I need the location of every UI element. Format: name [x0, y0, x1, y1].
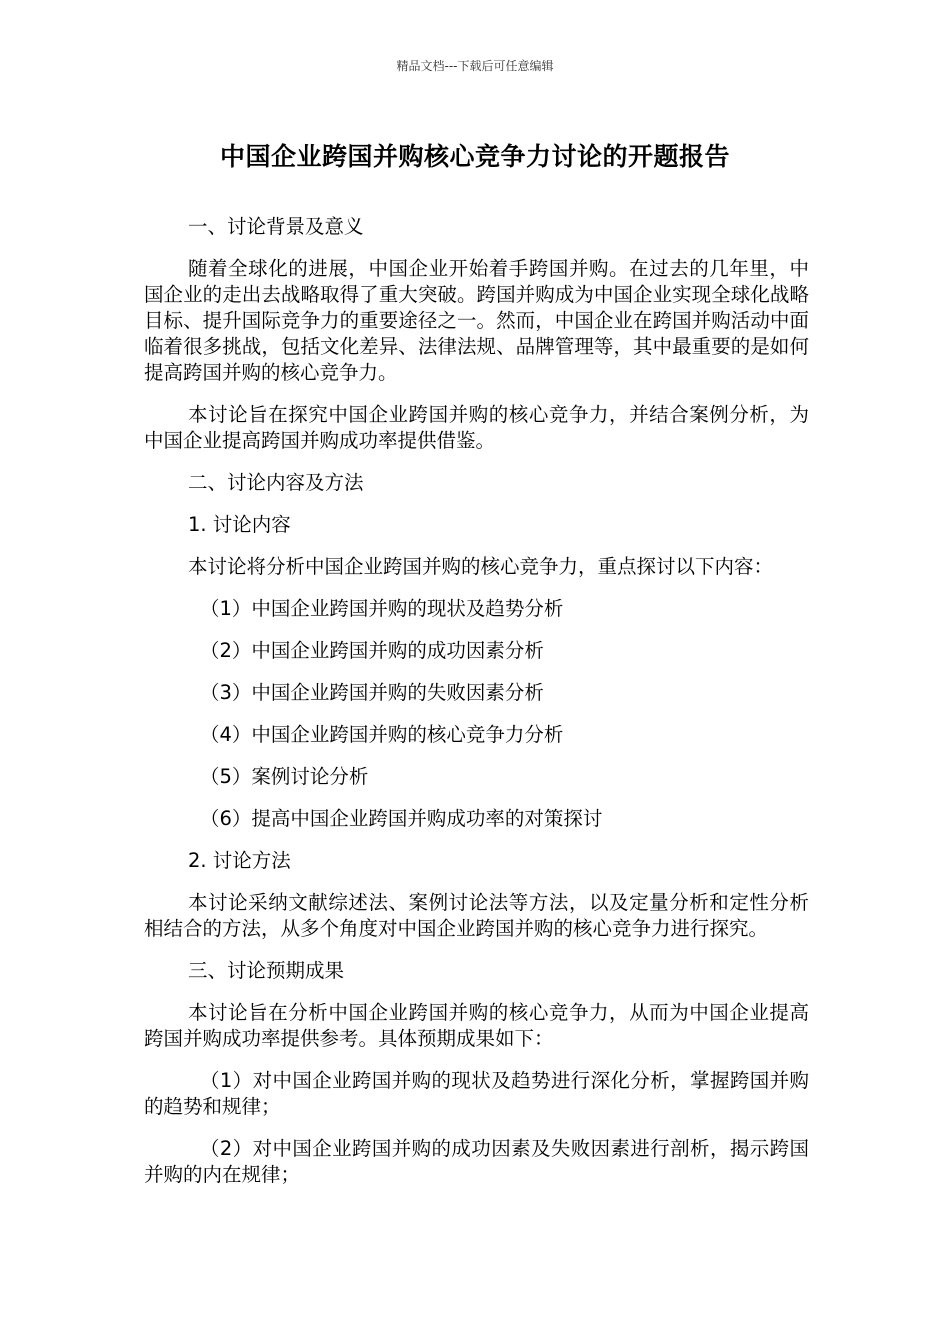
list-item: （5）案例讨论分析 [200, 765, 369, 788]
subheading-content: 1. 讨论内容 [188, 513, 291, 536]
list-item: （2）中国企业跨国并购的成功因素分析 [200, 639, 544, 662]
paragraph-purpose: 本讨论旨在探究中国企业跨国并购的核心竞争力，并结合案例分析，为中国企业提高跨国并购成功率提供借鉴。 [144, 403, 809, 452]
paragraph-content-intro: 本讨论将分析中国企业跨国并购的核心竞争力，重点探讨以下内容： [188, 555, 774, 578]
list-item: （1）中国企业跨国并购的现状及趋势分析 [200, 597, 564, 620]
document-body [144, 214, 809, 1204]
list-item: （6）提高中国企业跨国并购成功率的对策探讨 [200, 807, 603, 830]
paragraph-method: 本讨论采纳文献综述法、案例讨论法等方法，以及定量分析和定性分析相结合的方法，从多个角度对中国企业跨国并购的核心竞争力进行探究。 [144, 891, 809, 940]
section-heading-1: 一、讨论背景及意义 [188, 215, 364, 238]
section-heading-3: 三、讨论预期成果 [188, 959, 345, 982]
subheading-method: 2. 讨论方法 [188, 849, 291, 872]
paragraph-background: 随着全球化的进展，中国企业开始着手跨国并购。在过去的几年里，中国企业的走出去战略取得了重大突破。跨国并购成为中国企业实现全球化战略目标、提升国际竞争力的重要途径之一。然而，中国企业在跨国并购活动中面临着很多挑战，包括文化差异、法律法规、品牌管理等，其中最重要的是如何提高跨国并购的核心竞争力。 [144, 257, 809, 384]
header-note: 精品文档---下载后可任意编辑 [396, 59, 554, 73]
list-item: （3）中国企业跨国并购的失败因素分析 [200, 681, 544, 704]
list-item: （4）中国企业跨国并购的核心竞争力分析 [200, 723, 564, 746]
document-title: 中国企业跨国并购核心竞争力讨论的开题报告 [219, 142, 730, 171]
section-heading-2: 二、讨论内容及方法 [188, 471, 364, 494]
paragraph-outcome-intro: 本讨论旨在分析中国企业跨国并购的核心竞争力，从而为中国企业提高跨国并购成功率提供参考。具体预期成果如下： [144, 1001, 809, 1050]
outcome-item: （1）对中国企业跨国并购的现状及趋势进行深化分析，掌握跨国并购的趋势和规律； [144, 1069, 809, 1118]
outcome-item: （2）对中国企业跨国并购的成功因素及失败因素进行剖析，揭示跨国并购的内在规律； [144, 1137, 809, 1186]
